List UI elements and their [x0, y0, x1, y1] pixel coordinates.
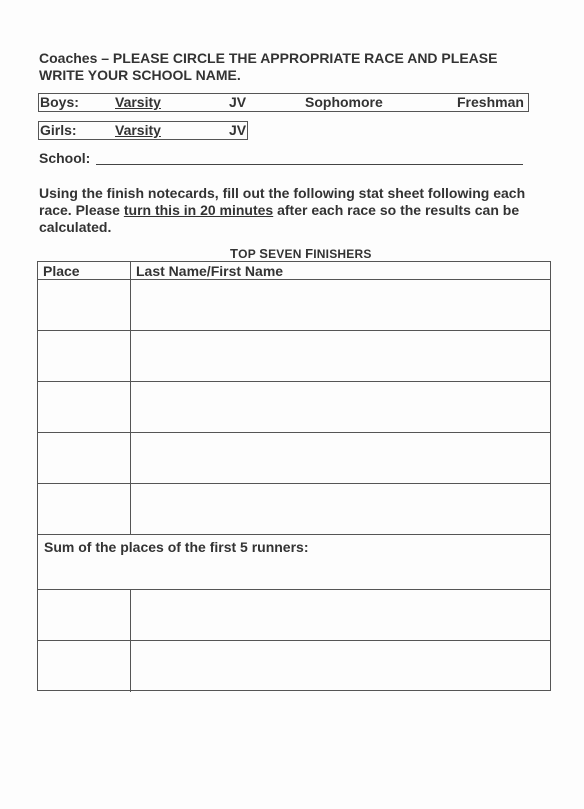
girls-jv-option[interactable]: JV: [229, 122, 247, 138]
place-cell-2[interactable]: [38, 331, 130, 381]
boys-freshman-option[interactable]: Freshman: [457, 94, 524, 110]
name-column-header: Last Name/First Name: [136, 263, 284, 279]
school-name-field[interactable]: [96, 164, 523, 165]
finishers-table: [37, 261, 551, 691]
place-cell-5[interactable]: [38, 484, 130, 534]
place-column-header: Place: [43, 263, 80, 279]
name-cell-5[interactable]: [131, 484, 550, 534]
place-cell-6[interactable]: [38, 590, 130, 640]
finish-instructions: [39, 185, 559, 236]
boys-label: Boys:: [40, 94, 79, 110]
boys-race-options: [38, 93, 529, 112]
coaches-instructions-heading: [39, 50, 549, 84]
school-label: School:: [39, 150, 91, 166]
boys-varsity-option[interactable]: Varsity: [115, 94, 161, 110]
boys-sophomore-option[interactable]: Sophomore: [305, 94, 383, 110]
girls-label: Girls:: [40, 122, 77, 138]
heading-line-2: WRITE YOUR SCHOOL NAME.: [39, 67, 241, 83]
name-cell-7[interactable]: [131, 641, 550, 690]
name-cell-6[interactable]: [131, 590, 550, 640]
instructions-deadline: turn this in 20 minutes: [123, 202, 274, 218]
team-score-field[interactable]: [38, 558, 550, 588]
boys-jv-option[interactable]: JV: [229, 94, 247, 110]
instructions-text-2: after each race so the results can be calculated.: [39, 202, 520, 235]
name-cell-1[interactable]: [131, 280, 550, 330]
row-divider: [38, 534, 550, 535]
place-cell-7[interactable]: [38, 641, 130, 690]
name-cell-4[interactable]: [131, 433, 550, 483]
heading-line-1: Coaches – PLEASE CIRCLE THE APPROPRIATE RACE AND PLEASE: [39, 50, 498, 66]
name-cell-3[interactable]: [131, 382, 550, 432]
table-title: TOP SEVEN FINISHERS: [230, 246, 372, 261]
girls-race-options: [38, 121, 248, 140]
place-cell-3[interactable]: [38, 382, 130, 432]
place-cell-4[interactable]: [38, 433, 130, 483]
place-cell-1[interactable]: [38, 280, 130, 330]
instructions-text-1: Using the finish notecards, fill out the following stat sheet following each race. Please: [39, 185, 526, 218]
name-cell-2[interactable]: [131, 331, 550, 381]
team-score-label: Sum of the places of the first 5 runners:: [44, 539, 309, 555]
girls-varsity-option[interactable]: Varsity: [115, 122, 161, 138]
